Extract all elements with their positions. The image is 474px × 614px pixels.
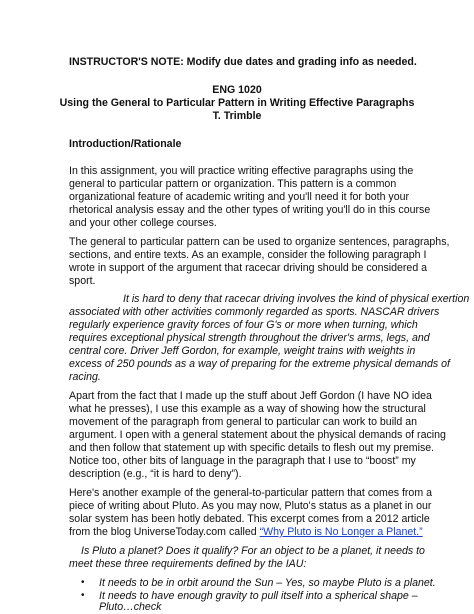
paragraph-line: In this assignment, you will practice writing effective paragraphs using the	[69, 165, 414, 177]
paragraph-text: from the blog UniverseToday.com called	[69, 526, 260, 538]
bullet-icon: •	[81, 590, 85, 601]
paragraph-line: rhetorical analysis essay and the other types of writing you'll do in this course	[69, 204, 431, 216]
pluto-article-link[interactable]: “Why Pluto is No Longer a Planet.”	[259, 526, 423, 538]
quote-line: regularly experience gravity forces of four G's or more when turning, which	[69, 319, 418, 331]
list-item-continuation: Pluto…check	[99, 601, 162, 613]
paragraph-line: The general to particular pattern can be used to organize sentences, paragraphs,	[69, 236, 450, 248]
paragraph-line: Apart from the fact that I made up the stuff about Jeff Gordon (I have NO idea	[69, 390, 432, 402]
paragraph-line: sections, and entire texts. As an example, consider the following paragraph I	[69, 249, 427, 261]
quote-line: requires exceptional physical strength throughout the driver's arms, legs, and	[69, 332, 430, 344]
paragraph-line: and then follow that statement up with specific details to flesh out my premise.	[69, 442, 435, 454]
quote-line: racing.	[69, 371, 101, 383]
paragraph-line: movement of the paragraph from general to particular can work to build an	[69, 416, 418, 428]
paragraph-line: Here's another example of the general-to-particular pattern that comes from a	[69, 487, 432, 499]
quote-line: central core. Driver Jeff Gordon, for example, weight trains with weights in	[69, 345, 416, 357]
paragraph-line: organizational feature of academic writing and you'll need it for both your	[69, 191, 410, 203]
quote-line: It is hard to deny that racecar driving involves the kind of physical exertion	[123, 293, 470, 305]
paragraph-line: argument. I open with a general statement about the physical demands of racing	[69, 429, 446, 441]
quote-line: associated with other activities commonly regarded as sports. NASCAR drivers	[69, 306, 440, 318]
author-name: T. Trimble	[212, 110, 262, 122]
paragraph-line: sport.	[69, 275, 96, 287]
section-heading: Introduction/Rationale	[69, 138, 182, 150]
paragraph-line: and your other college courses.	[69, 217, 217, 229]
list-item: It needs to have enough gravity to pull itself into a spherical shape –	[99, 590, 418, 602]
paragraph-line: general to particular pattern or organization. This pattern is a common	[69, 178, 397, 190]
instructor-note: INSTRUCTOR'S NOTE: Modify due dates and grading info as needed.	[69, 56, 417, 68]
paragraph-line: piece of writing about Pluto. As you may now, Pluto's status as a planet in our	[69, 500, 432, 512]
course-code: ENG 1020	[212, 84, 262, 96]
quote-line: meet these three requirements defined by the IAU:	[69, 558, 307, 570]
paragraph-line	[69, 526, 423, 539]
paragraph-line: wrote in support of the argument that racecar driving should be considered a	[69, 262, 428, 274]
paragraph-line: what he presses), I use this example as a way of showing how the structural	[69, 403, 426, 415]
bullet-icon: •	[81, 577, 85, 588]
quote-line: Is Pluto a planet? Does it qualify? For an object to be a planet, it needs to	[81, 545, 425, 557]
paragraph-line: solar system has been hotly debated. This excerpt comes from a 2012 article	[69, 513, 430, 525]
document-title: Using the General to Particular Pattern in Writing Effective Paragraphs	[59, 97, 415, 109]
paragraph-line: Notice too, other bits of language in the paragraph that I use to “boost” my	[69, 455, 416, 467]
list-item: It needs to be in orbit around the Sun – Yes, so maybe Pluto is a planet.	[99, 577, 436, 589]
quote-line: excess of 250 pounds as a way of preparing for the extreme physical demands of	[69, 358, 451, 370]
paragraph-line: description (e.g., “it is hard to deny”).	[69, 468, 242, 480]
